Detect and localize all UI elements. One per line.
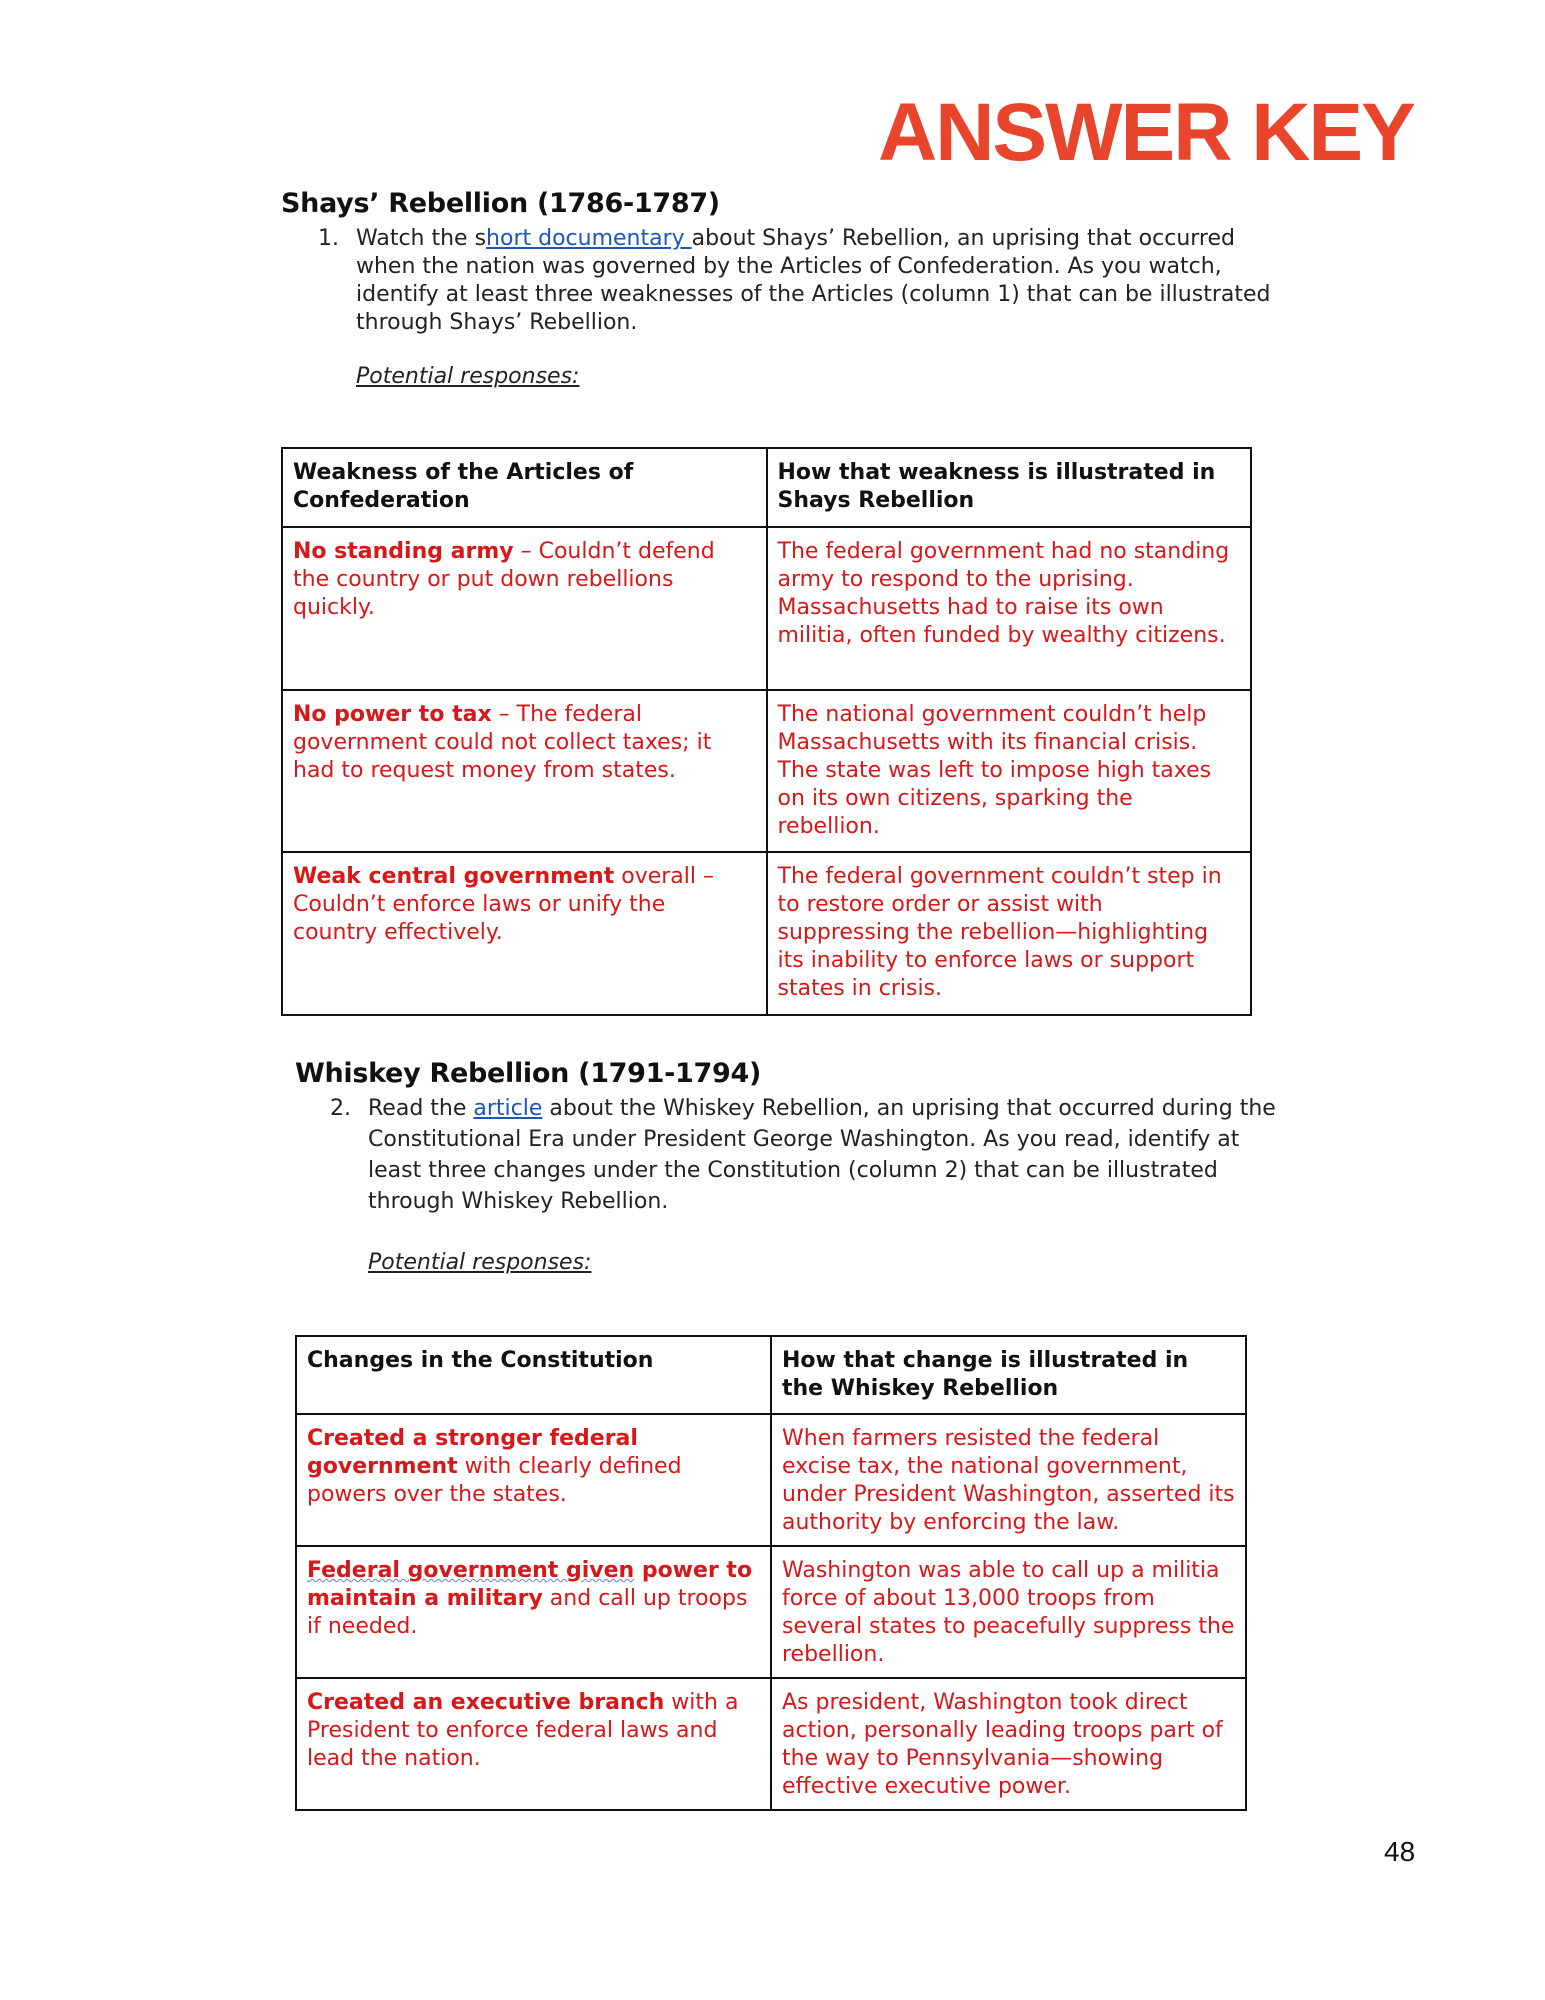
section-title-shays: Shays’ Rebellion (1786-1787) xyxy=(281,188,720,219)
illustration-cell: The federal government couldn’t step in to restore order or assist with suppressing the rebellion—highlighting its inability to enforce laws or support states in crisis. xyxy=(767,852,1252,1015)
change-cell xyxy=(296,1546,771,1678)
illustration-cell: The federal government had no standing army to respond to the uprising. Massachusetts had to raise its own militia, often funded by wealthy citizens. xyxy=(767,527,1252,690)
weakness-cell xyxy=(282,852,767,1015)
table-row xyxy=(282,527,1251,690)
instruction-number: 1. xyxy=(318,226,339,251)
section-title-whiskey: Whiskey Rebellion (1791-1794) xyxy=(295,1058,762,1089)
instruction-2 xyxy=(330,1093,1290,1217)
change-description: with clearly defined powers over the states. xyxy=(307,1454,682,1507)
weakness-description: overall – Couldn’t enforce laws or unify the country effectively. xyxy=(293,864,714,945)
table-row xyxy=(282,690,1251,852)
column-header: Weakness of the Articles of Confederation xyxy=(282,448,767,527)
table-row xyxy=(296,1414,1246,1546)
instruction-1 xyxy=(318,225,1278,337)
potential-responses-label: Potential responses: xyxy=(368,1250,592,1275)
change-term-spellcheck: Federal government given xyxy=(307,1558,635,1583)
column-header: How that weakness is illustrated in Shays Rebellion xyxy=(767,448,1252,527)
change-term: Created an executive branch xyxy=(307,1690,665,1715)
instruction-number: 2. xyxy=(330,1096,351,1121)
weakness-cell xyxy=(282,527,767,690)
weakness-term: Weak central government xyxy=(293,864,615,889)
article-link[interactable]: article xyxy=(473,1096,543,1121)
weakness-term: No power to tax xyxy=(293,702,492,727)
documentary-link[interactable]: hort documentary xyxy=(486,226,692,251)
instruction-text xyxy=(356,225,1278,337)
whiskey-response-table xyxy=(295,1335,1247,1811)
column-header: Changes in the Constitution xyxy=(296,1336,771,1414)
table-header-row xyxy=(282,448,1251,527)
instruction-text-post: about the Whiskey Rebellion, an uprising that occurred during the Constitutional Era under President George Washington. As you read, identify at least three changes under the Constitution (column 2) that can be illustrated through Whiskey Rebellion. xyxy=(368,1096,1276,1214)
table-row xyxy=(282,852,1251,1015)
illustration-cell: Washington was able to call up a militia force of about 13,000 troops from several states to peacefully suppress the rebellion. xyxy=(771,1546,1246,1678)
weakness-cell xyxy=(282,690,767,852)
instruction-text-pre: Watch the s xyxy=(356,226,487,251)
change-cell xyxy=(296,1414,771,1546)
instruction-text-post: about Shays’ Rebellion, an uprising that occurred when the nation was governed by the Articles of Confederation. As you watch, identify at least three weaknesses of the Articles (column 1) that can be illustrated through Shays’ Rebellion. xyxy=(356,226,1271,335)
weakness-description: – The federal government could not collect taxes; it had to request money from states. xyxy=(293,702,712,783)
shays-response-table xyxy=(281,447,1252,1016)
weakness-term: No standing army xyxy=(293,539,514,564)
instruction-text-pre: Read the xyxy=(368,1096,474,1121)
change-description: with a President to enforce federal laws and lead the nation. xyxy=(307,1690,739,1771)
page-number: 48 xyxy=(1384,1836,1416,1867)
change-cell xyxy=(296,1678,771,1810)
change-description: and call up troops if needed. xyxy=(307,1586,748,1639)
weakness-description: – Couldn’t defend the country or put down rebellions quickly. xyxy=(293,539,715,620)
potential-responses-label: Potential responses: xyxy=(356,364,580,389)
answer-key-heading: ANSWER KEY xyxy=(878,87,1414,178)
table-header-row xyxy=(296,1336,1246,1414)
table-row xyxy=(296,1546,1246,1678)
change-term: power to maintain a military xyxy=(307,1558,753,1611)
illustration-cell: As president, Washington took direct action, personally leading troops part of the way to Pennsylvania—showing effective executive power. xyxy=(771,1678,1246,1810)
illustration-cell: The national government couldn’t help Massachusetts with its financial crisis. The state was left to impose high taxes on its own citizens, sparking the rebellion. xyxy=(767,690,1252,852)
table-row xyxy=(296,1678,1246,1810)
change-term: Created a stronger federal government xyxy=(307,1426,638,1479)
column-header: How that change is illustrated in the Whiskey Rebellion xyxy=(771,1336,1246,1414)
instruction-text xyxy=(368,1093,1290,1217)
illustration-cell: When farmers resisted the federal excise tax, the national government, under President Washington, asserted its authority by enforcing the law. xyxy=(771,1414,1246,1546)
